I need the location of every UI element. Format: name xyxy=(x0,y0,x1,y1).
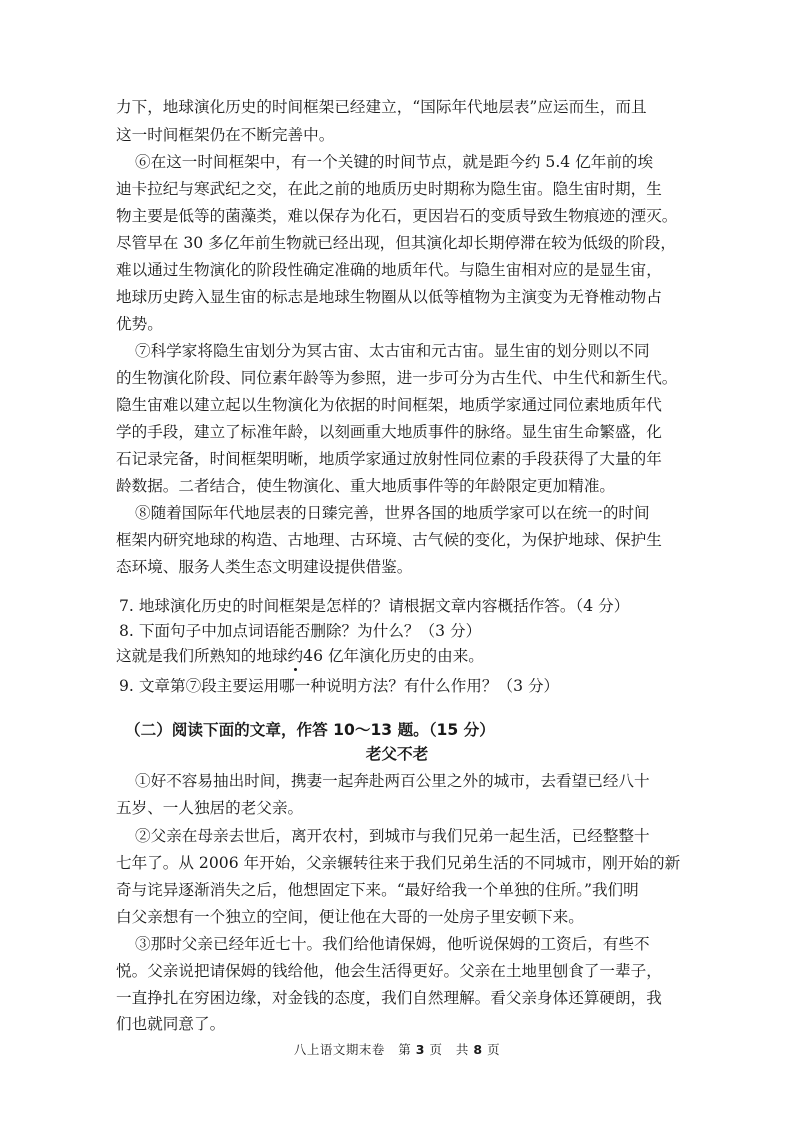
paragraph-7-line: 隐生宙难以建立起以生物演化为依据的时间框架，地质学家通过同位素地质年代 xyxy=(116,396,662,414)
paragraph-8-line: ⑧随着国际年代地层表的日臻完善，世界各国的地质学家可以在统一的时间 xyxy=(135,504,650,522)
paragraph-7-line: 石记录完备，时间框架明晰，地质学家通过放射性同位素的手段获得了大量的年 xyxy=(116,450,662,468)
story-paragraph-2-line: 七年了。从 2006 年开始，父亲辗转往来于我们兄弟生活的不同城市，刚开始的新 xyxy=(116,854,681,872)
total-prefix: 共 xyxy=(455,1042,469,1057)
question-7: 7. 地球演化历史的时间框架是怎样的？请根据文章内容概括作答。（4 分） xyxy=(119,597,630,615)
total-pages: 8 xyxy=(473,1042,483,1057)
story-paragraph-1-line: 五岁、一人独居的老父亲。 xyxy=(116,799,304,817)
page-prefix: 第 xyxy=(398,1042,412,1057)
sentence-pre: 这就是我们所熟知的地球 xyxy=(116,647,288,665)
paragraph-line: 力下，地球演化历史的时间框架已经建立，“国际年代地层表”应运而生，而且 xyxy=(116,98,647,116)
question-9: 9. 文章第⑦段主要运用哪一种说明方法？有什么作用？（3 分） xyxy=(119,677,560,695)
page-unit: 页 xyxy=(429,1042,443,1057)
paragraph-8-line: 框架内研究地球的构造、古地理、古环境、古气候的变化，为保护地球、保护生 xyxy=(116,531,662,549)
sentence-post: 46 亿年演化历史的由来。 xyxy=(303,647,484,665)
paragraph-8-line: 态环境、服务人类生态文明建设提供借鉴。 xyxy=(116,558,413,576)
question-8-sentence xyxy=(116,646,688,666)
story-paragraph-2-line: 奇与诧异逐渐消失之后，他想固定下来。“最好给我一个单独的住所。”我们明 xyxy=(116,881,639,899)
paragraph-6-line: 物主要是低等的菌藻类，难以保存为化石，更因岩石的变质导致生物痕迹的湮灭。 xyxy=(116,207,678,225)
article-title: 老父不老 xyxy=(365,745,429,763)
paragraph-7-line: ⑦科学家将隐生宙划分为冥古宙、太古宙和元古宙。显生宙的划分则以不同 xyxy=(135,342,650,360)
story-paragraph-1-line: ①好不容易抽出时间，携妻一起奔赴两百公里之外的城市，去看望已经八十 xyxy=(135,772,650,790)
story-paragraph-3-line: 们也就同意了。 xyxy=(116,1015,226,1033)
paragraph-6-line: 难以通过生物演化的阶段性确定准确的地质年代。与隐生宙相对应的是显生宙， xyxy=(116,261,662,279)
exam-name: 八上语文期末卷 xyxy=(293,1042,385,1057)
total-unit: 页 xyxy=(487,1042,501,1057)
paragraph-6-line: ⑥在这一时间框架中，有一个关键的时间节点，就是距今约 5.4 亿年前的埃 xyxy=(135,153,654,171)
page-footer xyxy=(0,1042,794,1058)
paragraph-7-line: 龄数据。二者结合，使生物演化、重大地质事件等的年龄限定更加精准。 xyxy=(116,477,616,495)
page-number: 3 xyxy=(415,1042,425,1057)
paragraph-6-line: 地球历史跨入显生宙的标志是地球生物圈从以低等植物为主演变为无脊椎动物占 xyxy=(116,288,662,306)
question-8: 8. 下面句子中加点词语能否删除？为什么？（3 分） xyxy=(119,622,482,640)
paragraph-6-line: 迪卡拉纪与寒武纪之交，在此之前的地质历史时期称为隐生宙。隐生宙时期，生 xyxy=(116,180,662,198)
paragraph-6-line: 优势。 xyxy=(116,315,163,333)
dotted-word: 约 xyxy=(287,647,304,665)
paragraph-7-line: 学的手段，建立了标准年龄，以刻画重大地质事件的脉络。显生宙生命繁盛，化 xyxy=(116,423,662,441)
section-heading: （二）阅读下面的文章，作答 10～13 题。（15 分） xyxy=(125,721,495,739)
story-paragraph-2-line: ②父亲在母亲去世后，离开农村，到城市与我们兄弟一起生活，已经整整十 xyxy=(135,827,650,845)
story-paragraph-3-line: ③那时父亲已经年近七十。我们给他请保姆，他听说保姆的工资后，有些不 xyxy=(135,935,650,953)
story-paragraph-3-line: 一直挣扎在穷困边缘，对金钱的态度，我们自然理解。看父亲身体还算硬朗，我 xyxy=(116,989,662,1007)
story-paragraph-2-line: 白父亲想有一个独立的空间，便让他在大哥的一处房子里安顿下来。 xyxy=(116,908,584,926)
paragraph-line: 这一时间框架仍在不断完善中。 xyxy=(116,126,335,144)
story-paragraph-3-line: 悦。父亲说把请保姆的钱给他，他会生活得更好。父亲在土地里刨食了一辈子， xyxy=(116,962,662,980)
paragraph-7-line: 的生物演化阶段、同位素年龄等为参照，进一步可分为古生代、中生代和新生代。 xyxy=(116,369,678,387)
paragraph-6-line: 尽管早在 30 多亿年前生物就已经出现，但其演化却长期停滞在较为低级的阶段， xyxy=(116,234,676,252)
